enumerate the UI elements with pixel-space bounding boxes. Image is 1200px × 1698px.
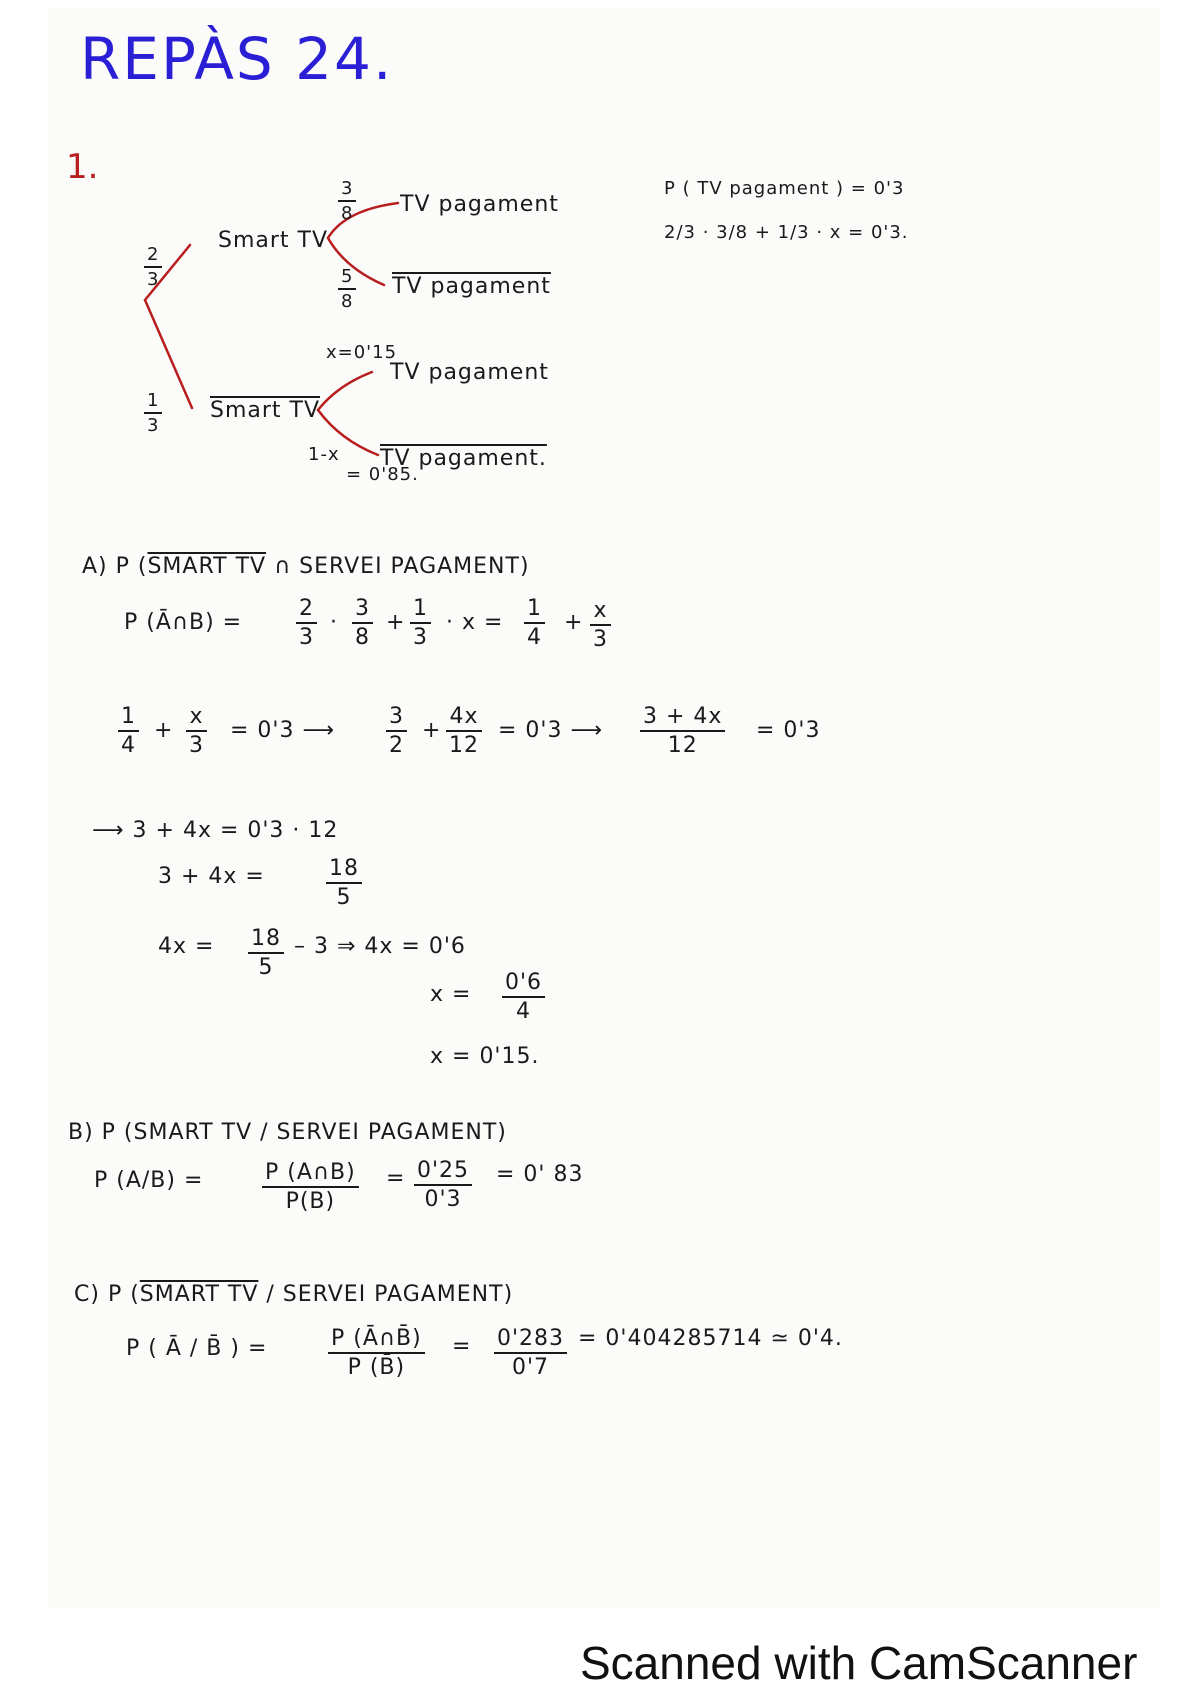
- frac-p-anb-bar: $\frac{P (Ā\cap B̄)}{P (B̄)}$: [328, 1328, 425, 1379]
- equals-sign: =: [452, 1334, 472, 1359]
- side-note-p-tv-pagament: P ( TV pagament ) = 0'3: [664, 178, 905, 199]
- frac-0-25-0-3: $\frac{0'25}{0'3}$: [414, 1160, 472, 1211]
- part-a-result: x = 0'15.: [430, 1044, 540, 1069]
- tree-leaf-tv-pagament: TV pagament: [400, 192, 559, 217]
- equals-arrow: = 0'3 ⟶: [498, 718, 604, 743]
- part-a-eq1-lhs: P (Ā∩B) =: [124, 610, 243, 635]
- dot-operator: ·: [330, 610, 338, 635]
- frac-3-2: $\frac{3}{2}$: [386, 706, 407, 757]
- tree-leaf-tv-pagament-2: TV pagament: [390, 360, 549, 385]
- frac-18-5: $\frac{18}{5}$: [326, 858, 362, 909]
- tree-leaf-not-tv-pagament: TV pagament: [392, 274, 551, 299]
- plus-operator: +: [154, 718, 174, 743]
- frac-18-5: $\frac{18}{5}$: [248, 928, 284, 979]
- frac-4x-12: $\frac{4x}{12}$: [446, 706, 482, 757]
- tree-leaf-not-tv-pagament-2: TV pagament.: [380, 446, 547, 471]
- part-a-eq5-rhs: – 3 ⇒ 4x = 0'6: [294, 934, 466, 959]
- tree-node-not-smart-tv: Smart TV: [210, 398, 321, 423]
- part-c-lhs: P ( Ā / B̄ ) =: [126, 1336, 268, 1361]
- frac-3-plus-4x-12: $\frac{3 + 4x}{12}$: [640, 706, 725, 757]
- frac-x-3: $\frac{x}{3}$: [186, 706, 207, 757]
- side-note-equation: 2/3 · 3/8 + 1/3 · x = 0'3.: [664, 222, 909, 243]
- equals-result: = 0'3: [756, 718, 821, 743]
- tree-node-smart-tv: Smart TV: [218, 228, 329, 253]
- camscanner-footer: Scanned with CamScanner: [580, 1637, 1138, 1689]
- frac-p-anb-p-b: $\frac{P (A\cap B)}{P(B)}$: [262, 1162, 359, 1213]
- frac-0-283-0-7: $\frac{0'283}{0'7}$: [494, 1328, 567, 1379]
- exercise-number: 1.: [66, 147, 99, 187]
- plus-operator: +: [564, 610, 584, 635]
- page-title: REPÀS 24.: [80, 25, 394, 93]
- part-b-result: = 0' 83: [496, 1162, 584, 1187]
- part-a-eq4-lhs: 3 + 4x =: [158, 864, 265, 889]
- part-a-eq6-lhs: x =: [430, 982, 472, 1007]
- part-a-eq5-lhs: 4x =: [158, 934, 215, 959]
- part-c-heading: C) P (SMART TV / SERVEI PAGAMENT): [74, 1282, 514, 1307]
- frac-1-4: $\frac{1}{4}$: [118, 706, 139, 757]
- tree-prob-3-8: $\frac{3}{8}$: [338, 180, 356, 223]
- equals-arrow: = 0'3 ⟶: [230, 718, 336, 743]
- frac-0-6-4: $\frac{0'6}{4}$: [502, 972, 545, 1023]
- frac-1-3: $\frac{1}{3}$: [410, 598, 431, 649]
- tree-prob-1-minus-x: 1-x: [308, 444, 340, 465]
- part-c-result: = 0'404285714 ≃ 0'4.: [578, 1326, 843, 1351]
- part-b-lhs: P (A/B) =: [94, 1168, 204, 1193]
- times-x-equals: · x =: [446, 610, 504, 635]
- frac-3-8: $\frac{3}{8}$: [352, 598, 373, 649]
- tree-prob-0-85: = 0'85.: [346, 464, 419, 485]
- tree-branch-3: [318, 372, 372, 410]
- plus-operator: +: [386, 610, 406, 635]
- plus-operator: +: [422, 718, 442, 743]
- part-a-heading: A) P (SMART TV ∩ SERVEI PAGAMENT): [82, 554, 530, 579]
- equals-sign: =: [386, 1166, 406, 1191]
- tree-prob-2-3: $\frac{2}{3}$: [144, 246, 162, 289]
- frac-2-3: $\frac{2}{3}$: [296, 598, 317, 649]
- part-a-eq3: ⟶ 3 + 4x = 0'3 · 12: [92, 818, 339, 843]
- part-b-heading: B) P (SMART TV / SERVEI PAGAMENT): [68, 1120, 507, 1145]
- tree-prob-5-8: $\frac{5}{8}$: [338, 268, 356, 311]
- tree-prob-x: x=0'15: [326, 342, 398, 363]
- frac-x-3: $\frac{x}{3}$: [590, 600, 611, 651]
- frac-1-4: $\frac{1}{4}$: [524, 598, 545, 649]
- tree-prob-1-3: $\frac{1}{3}$: [144, 392, 162, 435]
